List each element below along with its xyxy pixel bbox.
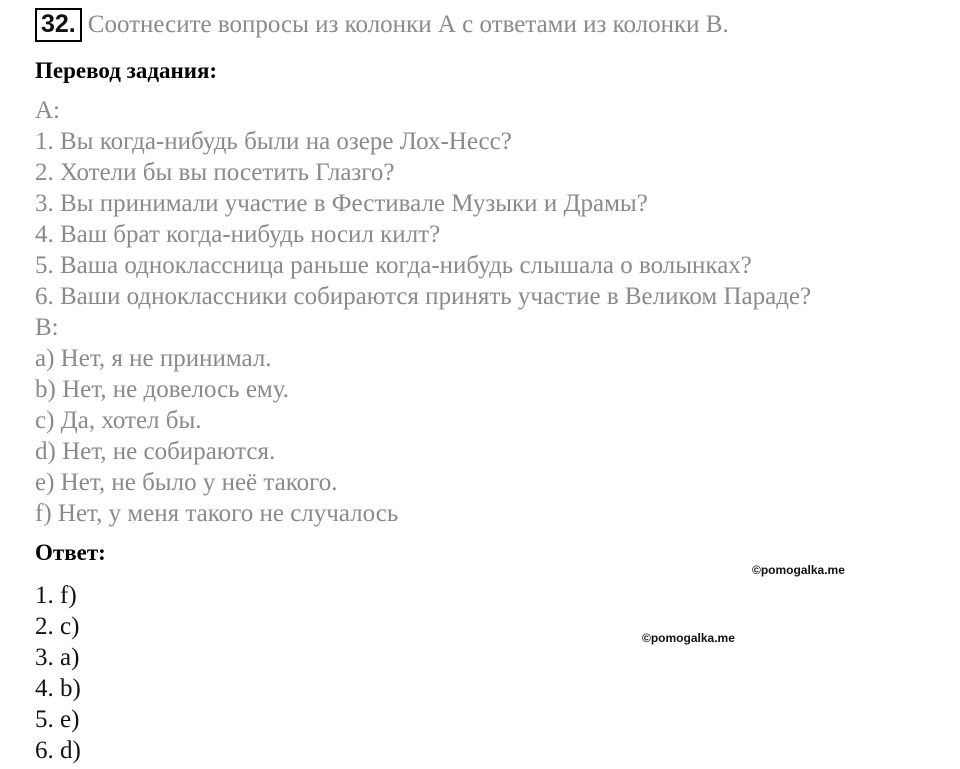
translation-line: f) Нет, у меня такого не случалось <box>35 500 399 527</box>
watermark: ©pomogalka.me <box>752 563 845 577</box>
task-number-badge: 32. <box>35 8 82 42</box>
answer-line: 6. d) <box>35 737 81 764</box>
answer-line: 2. c) <box>35 613 80 640</box>
translation-line: c) Да, хотел бы. <box>35 407 202 434</box>
translation-heading: Перевод задания: <box>35 58 218 83</box>
translation-line: 2. Хотели бы вы посетить Глазго? <box>35 159 395 186</box>
task-instruction: Соотнесите вопросы из колонки А с ответами из колонки В. <box>87 11 729 38</box>
translation-line: А: <box>35 97 60 124</box>
answer-line: 4. b) <box>35 675 81 702</box>
translation-line: e) Нет, не было у неё такого. <box>35 469 338 496</box>
watermark: ©pomogalka.me <box>642 631 735 645</box>
translation-line: 5. Ваша одноклассница раньше когда-нибудь слышала о волынках? <box>35 252 752 279</box>
task-header <box>35 8 729 42</box>
translation-line: d) Нет, не собираются. <box>35 438 276 465</box>
answer-line: 3. a) <box>35 644 80 671</box>
answer-line: 1. f) <box>35 582 77 609</box>
translation-line: 3. Вы принимали участие в Фестивале Музыки и Драмы? <box>35 190 648 217</box>
translation-line: В: <box>35 314 59 341</box>
translation-line: b) Нет, не довелось ему. <box>35 376 289 403</box>
translation-line: 6. Ваши одноклассники собираются принять участие в Великом Параде? <box>35 283 812 310</box>
translation-line: 1. Вы когда-нибудь были на озере Лох-Несс? <box>35 128 512 155</box>
answer-heading: Ответ: <box>35 540 106 565</box>
answer-line: 5. e) <box>35 706 80 733</box>
translation-list <box>35 95 811 529</box>
translation-line: 4. Ваш брат когда-нибудь носил килт? <box>35 221 441 248</box>
answer-list <box>35 580 81 766</box>
translation-line: a) Нет, я не принимал. <box>35 345 272 372</box>
